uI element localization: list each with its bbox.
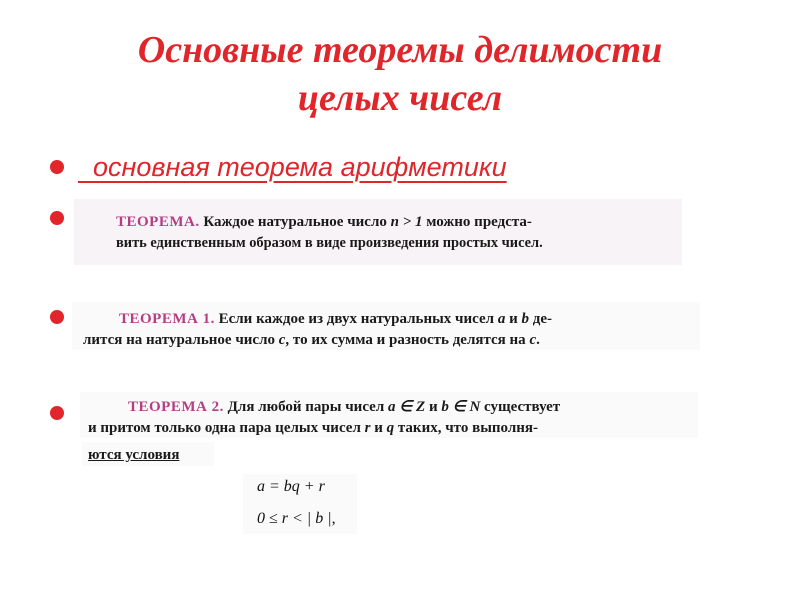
theorem-2-line-3: ются условия xyxy=(88,447,180,463)
theorem-1-image xyxy=(72,302,700,350)
bullet-4 xyxy=(50,406,64,420)
theorem-1-keyword: ТЕОРЕМА 1. xyxy=(119,311,215,327)
theorem-2-image xyxy=(80,392,698,438)
formula-block xyxy=(243,474,357,534)
slide-title xyxy=(0,26,800,122)
formula-division: a = bq + r xyxy=(257,478,325,495)
title-line-2: целых чисел xyxy=(297,77,503,119)
theorem-fundamental-image xyxy=(74,199,682,265)
theorem-fundamental-line-2: вить единственным образом в виде произведения простых чисел. xyxy=(116,235,543,251)
subtitle-main-theorem: основная теорема арифметики xyxy=(78,152,507,182)
theorem-1-line-1: ТЕОРЕМА 1. Если каждое из двух натуральных чисел a и b де- xyxy=(119,311,552,327)
bullet-2 xyxy=(50,211,64,225)
formula-remainder-bound: 0 ≤ r < | b |, xyxy=(257,510,336,527)
theorem-2-keyword: ТЕОРЕМА 2. xyxy=(128,399,224,415)
theorem-1-line-2: лится на натуральное число c, то их сумма и разность делятся на c. xyxy=(83,332,540,348)
theorem-2-continuation-image xyxy=(82,442,214,466)
title-line-1: Основные теоремы делимости xyxy=(137,29,663,71)
bullet-3 xyxy=(50,310,64,324)
theorem-keyword: ТЕОРЕМА. xyxy=(116,214,200,230)
theorem-2-line-1: ТЕОРЕМА 2. Для любой пары чисел a ∈ Z и b ∈ N существует xyxy=(128,399,561,415)
theorem-fundamental-line-1: ТЕОРЕМА. Каждое натуральное число n > 1 можно предста- xyxy=(116,214,532,230)
theorem-2-line-2: и притом только одна пара целых чисел r и q таких, что выполня- xyxy=(88,420,539,436)
bullet-1 xyxy=(50,160,64,174)
